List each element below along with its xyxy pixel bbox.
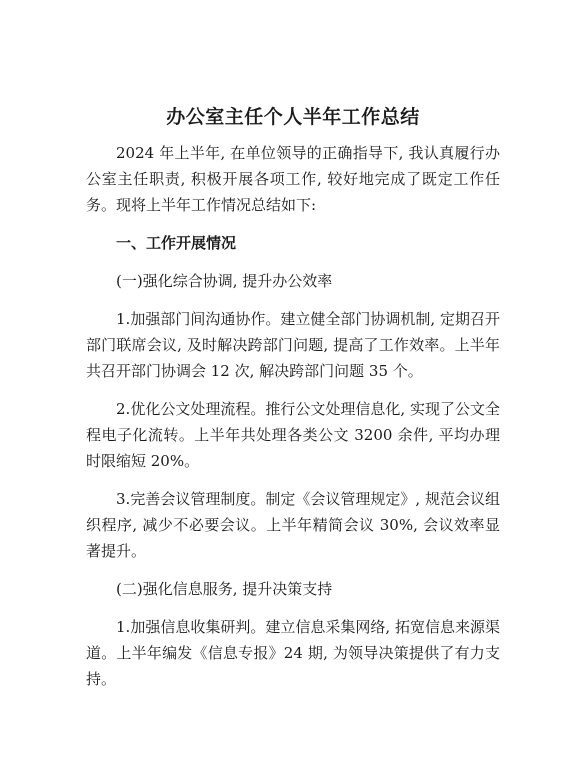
subsection-heading-1: (一)强化综合协调, 提升办公效率 xyxy=(116,272,333,290)
subsection-heading-2: (二)强化信息服务, 提升决策支持 xyxy=(116,580,333,598)
item-paragraph-2-1: 1.加强信息收集研判。建立信息采集网络, 拓宽信息来源渠道。上半年编发《信息专报》24 期, 为领导决策提供了有力支持。 xyxy=(86,618,500,688)
item-paragraph-1-2: 2.优化公文处理流程。推行公文处理信息化, 实现了公文全程电子化流转。上半年共处理各类公文 3200 余件, 平均办理时限缩短 20%。 xyxy=(86,400,500,470)
intro-paragraph: 2024 年上半年, 在单位领导的正确指导下, 我认真履行办公室主任职责, 积极开展各项工作, 较好地完成了既定工作任务。现将上半年工作情况总结如下: xyxy=(86,144,500,214)
document-body xyxy=(86,140,500,704)
item-paragraph-1-1: 1.加强部门间沟通协作。建立健全部门协调机制, 定期召开部门联席会议, 及时解决跨部门问题, 提高了工作效率。上半年共召开部门协调会 12 次, 解决跨部门问题 35 个。 xyxy=(86,310,500,380)
section-heading-1: 一、工作开展情况 xyxy=(116,234,237,252)
item-paragraph-1-3: 3.完善会议管理制度。制定《会议管理规定》, 规范会议组织程序, 减少不必要会议。上半年精简会议 30%, 会议效率显著提升。 xyxy=(86,490,500,560)
document-title: 办公室主任个人半年工作总结 xyxy=(166,106,420,128)
